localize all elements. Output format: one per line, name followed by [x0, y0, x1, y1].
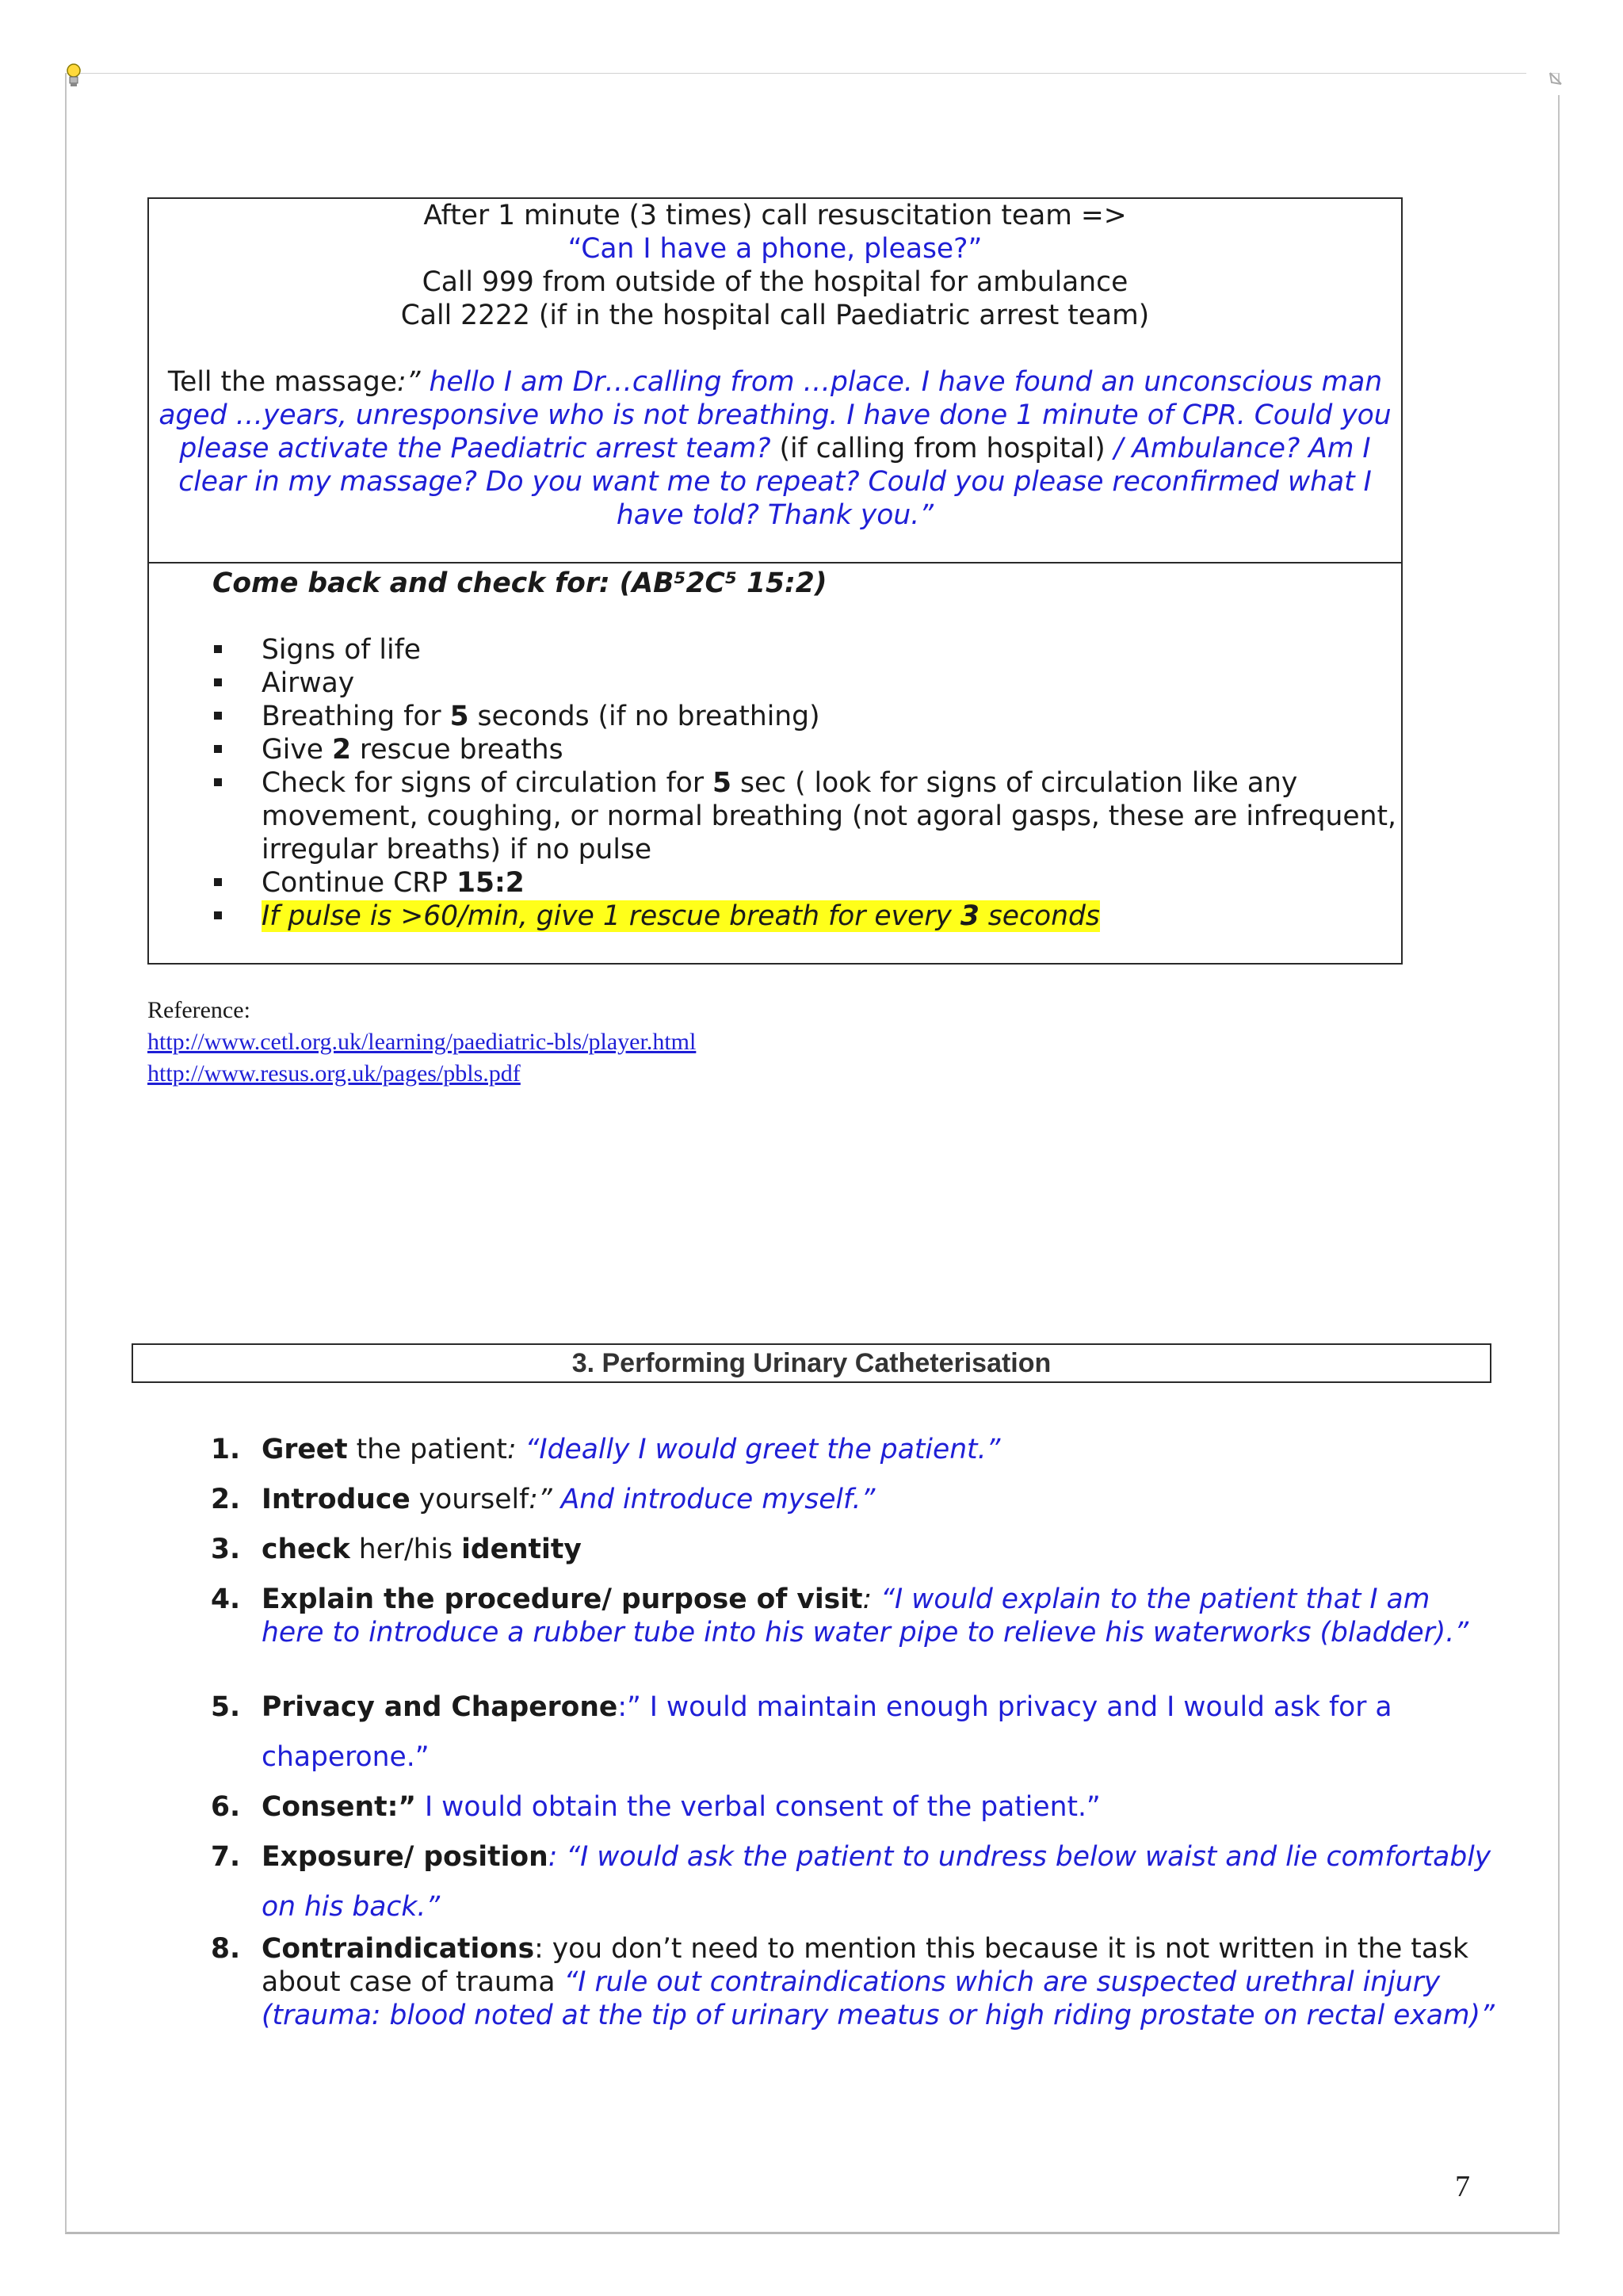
list-item: 1. Greet the patient: “Ideally I would greet the patient.”: [211, 1434, 1001, 1465]
reference-link-cetl[interactable]: http://www.cetl.org.uk/learning/paediatric-bls/player.html: [147, 1029, 697, 1055]
list-item: Give 2 rescue breaths: [212, 733, 1401, 766]
list-item: 6. Consent:” I would obtain the verbal consent of the patient.”: [211, 1791, 1101, 1823]
check-list: [212, 633, 1401, 933]
list-item: Breathing for 5 seconds (if no breathing): [212, 700, 1401, 733]
reference-block: [147, 995, 696, 1090]
message-rest: / Ambulance? Am I clear in my massage? Do you want me to repeat? Could you please reconfirmed what I have told? Thank you.”: [178, 433, 1372, 531]
check-section: [149, 567, 1401, 933]
reference-link-resus[interactable]: http://www.resus.org.uk/pages/pbls.pdf: [147, 1060, 521, 1087]
list-item: 5. Privacy and Chaperone:” I would maintain enough privacy and I would ask for a chaperone.”: [211, 1691, 1392, 1773]
highlighted-text: If pulse is >60/min, give 1 rescue breath for every 3 seconds: [262, 900, 1100, 932]
call-team-section: [149, 199, 1401, 563]
message-prefix: Tell the massage: [167, 366, 398, 398]
phone-request: “Can I have a phone, please?”: [567, 233, 983, 265]
message-script: [149, 365, 1401, 532]
reference-label: Reference:: [147, 997, 250, 1023]
list-item: Continue CRP 15:2: [212, 866, 1401, 900]
call-instruction: After 1 minute (3 times) call resuscitation team =>: [423, 200, 1127, 231]
lightbulb-icon: [65, 62, 82, 92]
check-heading: Come back and check for: (AB⁵2C⁵ 15:2): [212, 567, 827, 599]
message-sep: :”: [397, 366, 421, 398]
list-item: Airway: [212, 667, 1401, 700]
procedure-steps: [211, 1433, 1495, 2049]
list-item: 7. Exposure/ position: “I would ask the patient to undress below waist and lie comfortably on his back.”: [211, 1841, 1491, 1923]
list-item: 3. check her/his identity: [211, 1534, 582, 1565]
call-2222: Call 2222 (if in the hospital call Paediatric arrest team): [400, 300, 1150, 331]
list-item: Check for signs of circulation for 5 sec ( look for signs of circulation like any movement, coughing, or normal breathing (not agoral gasps, these are infrequent, irregular breaths) if no pulse: [212, 766, 1401, 866]
section-title: 3. Performing Urinary Catheterisation: [132, 1343, 1491, 1383]
list-item: Signs of life: [212, 633, 1401, 667]
page-corner-fold-icon: [1526, 71, 1563, 95]
message-text: hello I am Dr…calling from …place. I have found an unconscious man aged …years, unresponsive who is not breathing. I have done 1 minute of CPR. Could you please activate the Paediatric arrest team?: [158, 366, 1392, 464]
list-item: 8. Contraindications: you don’t need to mention this because it is not written in the task about case of trauma “I rule out contraindications which are suspected urethral injury (trauma: blood noted at the tip of urinary meatus or high riding prostate on rectal exam)”: [211, 1933, 1495, 2031]
list-item: 2. Introduce yourself:” And introduce myself.”: [211, 1484, 876, 1515]
list-item: [212, 900, 1401, 933]
list-item: 4. Explain the procedure/ purpose of visit: “I would explain to the patient that I am here to introduce a rubber tube into his water pipe to relieve his waterworks (bladder).”: [211, 1584, 1469, 1648]
resuscitation-box: [147, 197, 1403, 965]
page-number: 7: [1455, 2170, 1470, 2203]
call-999: Call 999 from outside of the hospital for ambulance: [422, 266, 1128, 298]
message-paren: (if calling from hospital): [770, 433, 1114, 464]
